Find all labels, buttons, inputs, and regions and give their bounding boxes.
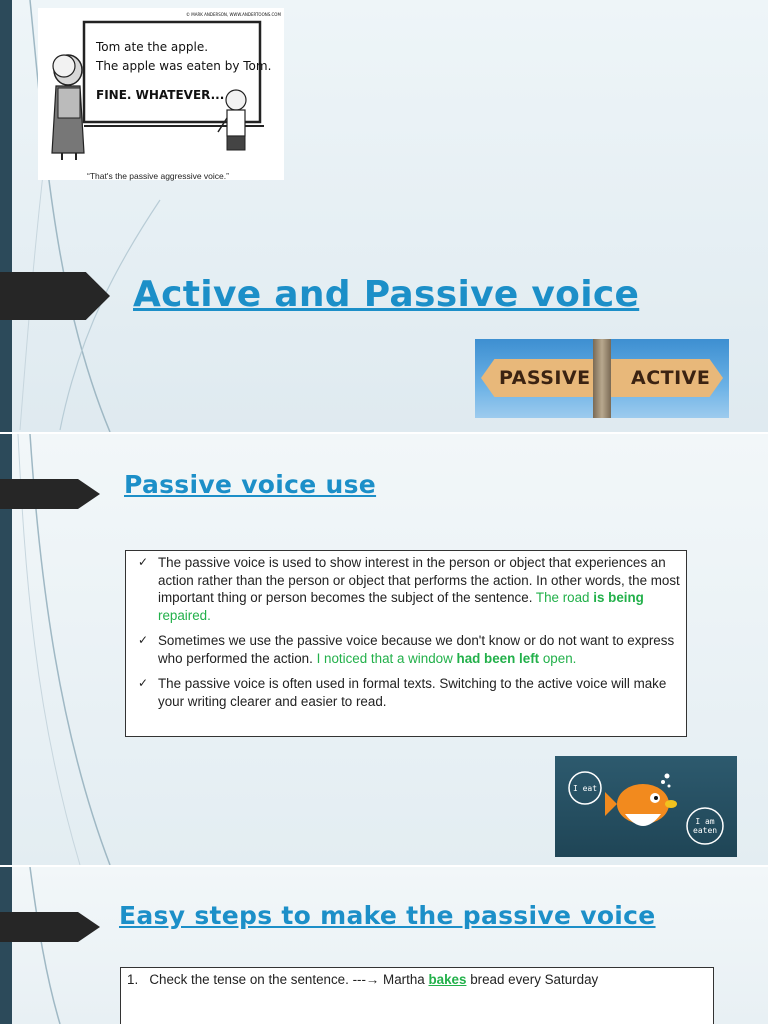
check-icon: ✓ — [138, 633, 149, 647]
cartoon-image — [38, 8, 284, 180]
example-text: open. — [542, 650, 577, 666]
sign-right-label: ACTIVE — [631, 367, 711, 389]
check-icon: ✓ — [138, 555, 149, 569]
step-rest: bread every Saturday — [470, 972, 599, 987]
slide-left-bar — [0, 0, 12, 432]
slide-1-title: Active and Passive voice — [133, 274, 640, 315]
title-arrow — [0, 272, 110, 320]
check-icon: ✓ — [138, 676, 149, 690]
example-text: The road — [535, 590, 590, 605]
passive-active-sign-image — [475, 339, 729, 418]
cartoon-line-2: The apple was eaten by Tom. — [96, 59, 272, 73]
fish-image — [555, 756, 737, 857]
step-verb: bakes — [428, 972, 467, 987]
slide-2 — [0, 434, 768, 865]
title-arrow — [0, 479, 100, 509]
slide-2-title: Passive voice use — [124, 470, 377, 499]
cartoon-line-3: FINE. WHATEVER... — [96, 88, 225, 102]
cartoon-caption: “That's the passive aggressive voice.” — [87, 171, 229, 181]
passive-use-list — [132, 554, 680, 710]
example-text: I noticed that a window — [316, 650, 453, 666]
cartoon-copyright: © MARK ANDERSON, WWW.ANDERTOONS.COM — [186, 12, 281, 17]
step-number: 1. — [127, 972, 139, 987]
step-text: Check the tense on the sentence. ---→ Martha — [149, 972, 425, 987]
sign-left-label: PASSIVE — [499, 367, 591, 389]
steps-box — [120, 967, 714, 1024]
slide-3 — [0, 867, 768, 1024]
bullet-text: The passive voice is often used in formal texts. Switching to the active voice will make your writing clearer and easier to read. — [158, 676, 667, 709]
slide-left-bar — [0, 867, 12, 1024]
slide-3-title: Easy steps to make the passive voice — [119, 901, 656, 930]
title-arrow — [0, 912, 100, 942]
cartoon-line-1: Tom ate the apple. — [96, 40, 209, 54]
bullet-item — [132, 554, 680, 624]
example-text: repaired. — [158, 607, 211, 623]
slide-1 — [0, 0, 768, 432]
example-verb: is being — [593, 590, 644, 605]
bullet-text: The passive voice is used to show interest in the person or object that experiences an action rather than the person or object that performs the action. In other words, the most important thing or person becomes the subject of the sentence. — [158, 555, 680, 605]
passive-use-box — [125, 550, 687, 737]
fish-label-right: I am eaten — [693, 817, 718, 835]
example-verb: had been left — [456, 650, 540, 666]
bullet-item — [132, 632, 680, 667]
fish-label-left: I eat — [572, 784, 598, 793]
bullet-text: Sometimes we use the passive voice because we don't know or do not want to express who performed the action. — [158, 633, 675, 666]
bullet-item — [132, 675, 680, 710]
fish-drawing — [555, 756, 737, 857]
